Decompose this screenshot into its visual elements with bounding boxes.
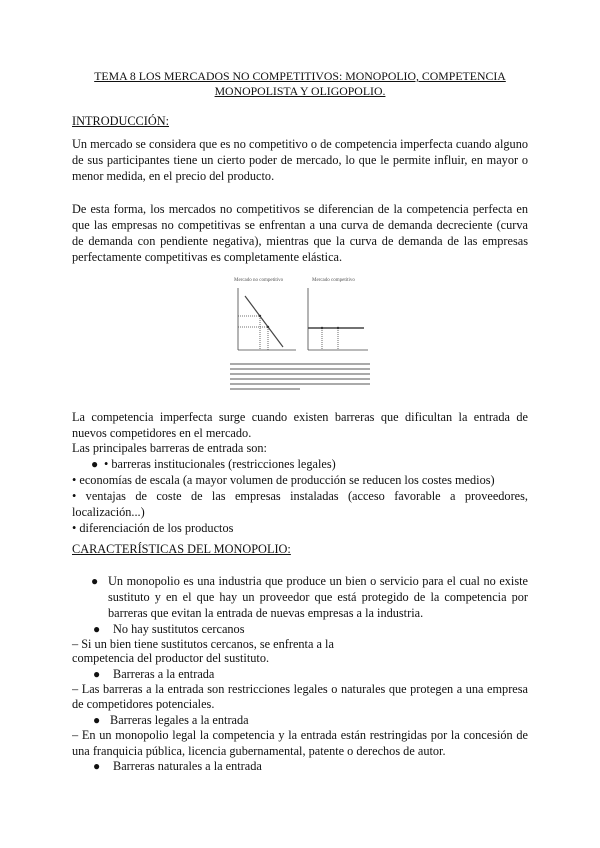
barrier-item: • ventajas de coste de las empresas instaladas (acceso favorable a proveedores, (72, 489, 528, 503)
paragraph-line: de sus participantes tiene un cierto poder de mercado, lo que le permite influir, en mayor o (72, 153, 528, 167)
paragraph-line: una franquicia pública, licencia gubernamental, patente o derechos de autor. (72, 744, 446, 758)
paragraph-line: La competencia imperfecta surge cuando existen barreras que dificultan la entrada de (72, 410, 528, 424)
paragraph-line: de demanda con pendiente negativa), mientras que la curva de demanda de las empresas (72, 234, 528, 248)
demand-curves-figure (228, 278, 374, 400)
paragraph-line: Un mercado se considera que es no competitivo o de competencia imperfecta cuando alguno (72, 137, 528, 151)
paragraph-line: nuevos competidores en el mercado. (72, 426, 252, 440)
paragraph-line: – Si un bien tiene sustitutos cercanos, se enfrenta a la (72, 637, 334, 651)
paragraph-line: Las principales barreras de entrada son: (72, 441, 267, 455)
bullet-icon: ● (91, 457, 99, 471)
bullet-icon: ● (93, 667, 101, 681)
list-item-line: Un monopolio es una industria que produce un bien o servicio para el cual no existe (108, 574, 528, 588)
figure-left-title: Mercado no competitivo (234, 278, 284, 283)
paragraph-line: – En un monopolio legal la competencia y la entrada están restringidas por la concesión de (72, 728, 528, 742)
paragraph-line: competencia del productor del sustituto. (72, 651, 270, 665)
bullet-icon: ● (91, 574, 99, 588)
list-item: Barreras a la entrada (113, 667, 215, 681)
bullet-icon: ● (93, 713, 101, 727)
figure-right-title: Mercado competitivo (312, 278, 355, 283)
list-item-line: barreras que evitan la entrada de nuevas empresas a la industria. (108, 606, 424, 620)
list-item-line: sustituto y en el que hay un proveedor que está protegido de la competencia por (108, 590, 528, 604)
page-title-line-2: MONOPOLISTA Y OLIGOPOLIO. (214, 84, 386, 98)
characteristics-heading: CARACTERÍSTICAS DEL MONOPOLIO: (72, 542, 291, 556)
paragraph-line: – Las barreras a la entrada son restricciones legales o naturales que protegen a una empresa (72, 682, 528, 696)
barrier-item: • diferenciación de los productos (72, 521, 234, 535)
figure-graphs (228, 278, 374, 400)
barrier-item: • barreras institucionales (restricciones legales) (104, 457, 336, 471)
barrier-item: localización...) (72, 505, 145, 519)
paragraph-line: de competidores potenciales. (72, 697, 215, 711)
intro-heading: INTRODUCCIÓN: (72, 114, 170, 128)
paragraph-line: perfectamente competitivas es completamente elástica. (72, 250, 343, 264)
list-item: Barreras legales a la entrada (110, 713, 249, 727)
bullet-icon: ● (93, 622, 101, 636)
paragraph-line: De esta forma, los mercados no competitivos se diferencian de la competencia perfecta en (72, 202, 528, 216)
list-item: No hay sustitutos cercanos (113, 622, 245, 636)
barrier-item: • economías de escala (a mayor volumen de producción se reducen los costes medios) (72, 473, 495, 487)
page-title-line-1: TEMA 8 LOS MERCADOS NO COMPETITIVOS: MONOPOLIO, COMPETENCIA (94, 69, 506, 83)
list-item: Barreras naturales a la entrada (113, 759, 262, 773)
paragraph-line: menor medida, en el precio del producto. (72, 169, 275, 183)
bullet-icon: ● (93, 759, 101, 773)
paragraph-line: que las empresas no competitivas se enfrentan a una curva de demanda decreciente (curva (72, 218, 528, 232)
